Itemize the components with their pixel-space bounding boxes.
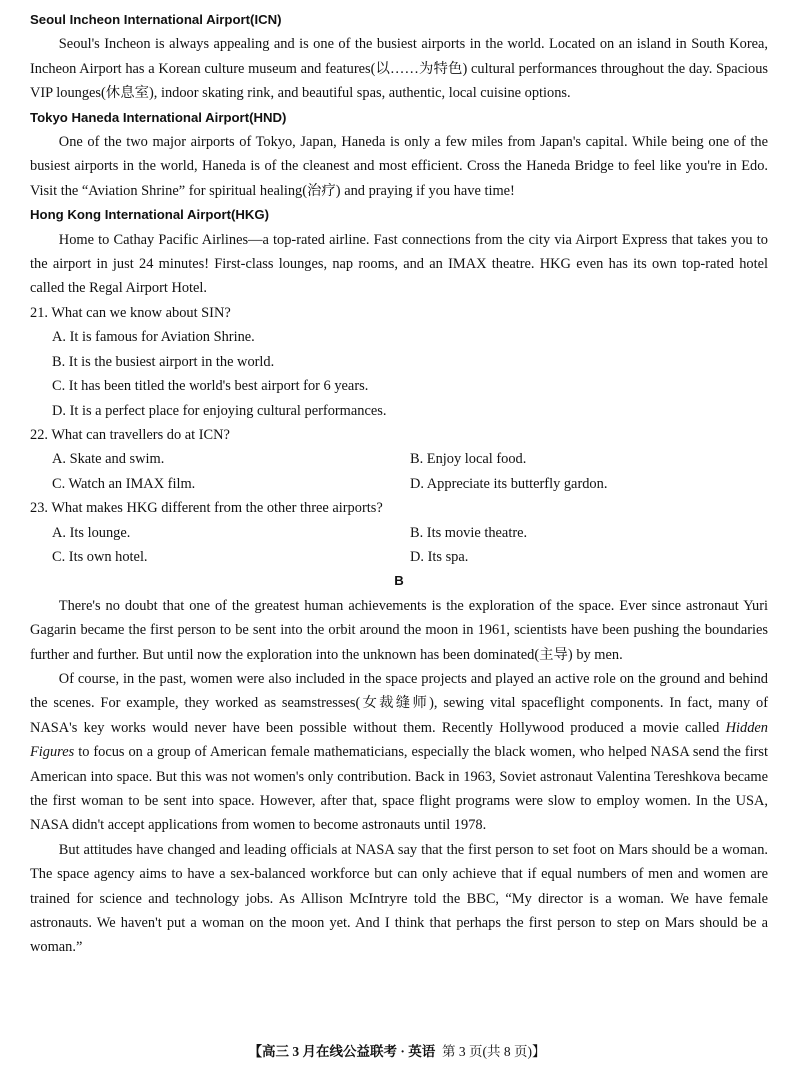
section-b-paragraph-1: There's no doubt that one of the greatest human achievements is the exploration of the space. Ever since astronaut Yuri Gagarin became the first person to be sent into the orbit around the moon in 1961, scientists have been pushing the boundaries further and further. But until now the exploration into the unknown has been dominated(主导) by men. bbox=[30, 597, 768, 663]
hnd-paragraph: One of the two major airports of Tokyo, Japan, Haneda is only a few miles from Japan's capital. While being one of the busiest airports in the world, Haneda is of the cleanest and most efficient. Cross the Haneda Bridge to feel like you're in Edo. Visit the “Aviation Shrine” for spiritual healing(治疗) and praying if you have time! bbox=[30, 134, 768, 199]
page-footer bbox=[0, 1040, 794, 1060]
section-b-paragraph-3: But attitudes have changed and leading officials at NASA say that the first person to set foot on Mars should be a woman. The space agency aims to have a sex-balanced workforce but can only achieve that if equal numbers of men and women are trained for science and technology jobs. As Allison McIntryre told the BBC, “My director is a woman. We have female astronauts. We haven't put a woman on the moon yet. And I think that perhaps the first person to step on Mars should be a woman.” bbox=[30, 841, 768, 956]
exam-page bbox=[30, 8, 768, 960]
question-22-option-a: A. Skate and swim. bbox=[52, 451, 165, 468]
question-22-options-row-1 bbox=[30, 447, 768, 471]
question-23-option-b: B. Its movie theatre. bbox=[410, 524, 528, 541]
question-23-option-a: A. Its lounge. bbox=[52, 524, 131, 541]
question-22-stem: 22. What can travellers do at ICN? bbox=[30, 426, 230, 443]
question-21-stem: 21. What can we know about SIN? bbox=[30, 304, 231, 321]
footer-exam-title: 【高三 3 月在线公益联考 · 英语 bbox=[248, 1044, 436, 1059]
question-22-option-b: B. Enjoy local food. bbox=[410, 451, 527, 468]
question-21 bbox=[30, 301, 768, 423]
section-b-paragraph-2-end: to focus on a group of American female mathematicians, especially the black women, who helped NASA send the first American into space. But this was not women's only contribution. Back in 1963, Soviet astronaut Valentina Tereshkova became the first woman to be sent into space. However, after that, space flight programs were slow to employ women. In the USA, NASA didn't accept applications from women to become astronauts until 1978. bbox=[30, 744, 768, 834]
footer-page-number: 第 3 页(共 8 页)】 bbox=[442, 1044, 546, 1059]
section-b-paragraph-2-start: Of course, in the past, women were also included in the space projects and played an active role on the ground and behind the scenes. For example, they worked as seamstresses(女裁缝师), sewing vital spaceflight components. In fact, many of NASA's key works would never have been possible without them. Recently Hollywood produced a movie called bbox=[30, 670, 768, 736]
question-23 bbox=[30, 496, 768, 569]
section-b-paragraph-2 bbox=[30, 667, 768, 838]
question-22 bbox=[30, 423, 768, 496]
question-22-options-row-2 bbox=[30, 472, 768, 496]
icn-heading: Seoul Incheon International Airport(ICN) bbox=[30, 12, 282, 27]
icn-paragraph: Seoul's Incheon is always appealing and is one of the busiest airports in the world. Located on an island in South Korea, Incheon Airport has a Korean culture museum and features(以……为特色) cultural performances throughout the day. Spacious VIP lounges(休息室), indoor skating rink, and beautiful spas, authentic, local cuisine options. bbox=[30, 36, 768, 102]
question-23-stem: 23. What makes HKG different from the other three airports? bbox=[30, 500, 383, 517]
question-21-option-b: B. It is the busiest airport in the world. bbox=[52, 353, 275, 370]
question-22-option-c: C. Watch an IMAX film. bbox=[52, 475, 196, 492]
hkg-paragraph: Home to Cathay Pacific Airlines—a top-rated airline. Fast connections from the city via Airport Express that takes you to the airport in just 24 minutes! First-class lounges, nap rooms, and an IMAX theatre. HKG even has its own top-rated hotel called the Regal Airport Hotel. bbox=[30, 231, 768, 297]
question-23-option-d: D. Its spa. bbox=[410, 548, 469, 565]
question-21-option-d: D. It is a perfect place for enjoying cultural performances. bbox=[52, 402, 387, 419]
question-22-option-d: D. Appreciate its butterfly gardon. bbox=[410, 475, 608, 492]
movie-title: Hidden Figures bbox=[30, 719, 768, 761]
question-21-option-c: C. It has been titled the world's best airport for 6 years. bbox=[52, 378, 369, 395]
question-21-option-a: A. It is famous for Aviation Shrine. bbox=[52, 329, 255, 346]
hnd-heading: Tokyo Haneda International Airport(HND) bbox=[30, 109, 287, 125]
section-b-letter: B bbox=[394, 573, 404, 589]
hkg-heading: Hong Kong International Airport(HKG) bbox=[30, 207, 270, 223]
question-23-options-row-2 bbox=[30, 545, 768, 569]
question-23-options-row-1 bbox=[30, 521, 768, 545]
question-23-option-c: C. Its own hotel. bbox=[52, 548, 148, 565]
